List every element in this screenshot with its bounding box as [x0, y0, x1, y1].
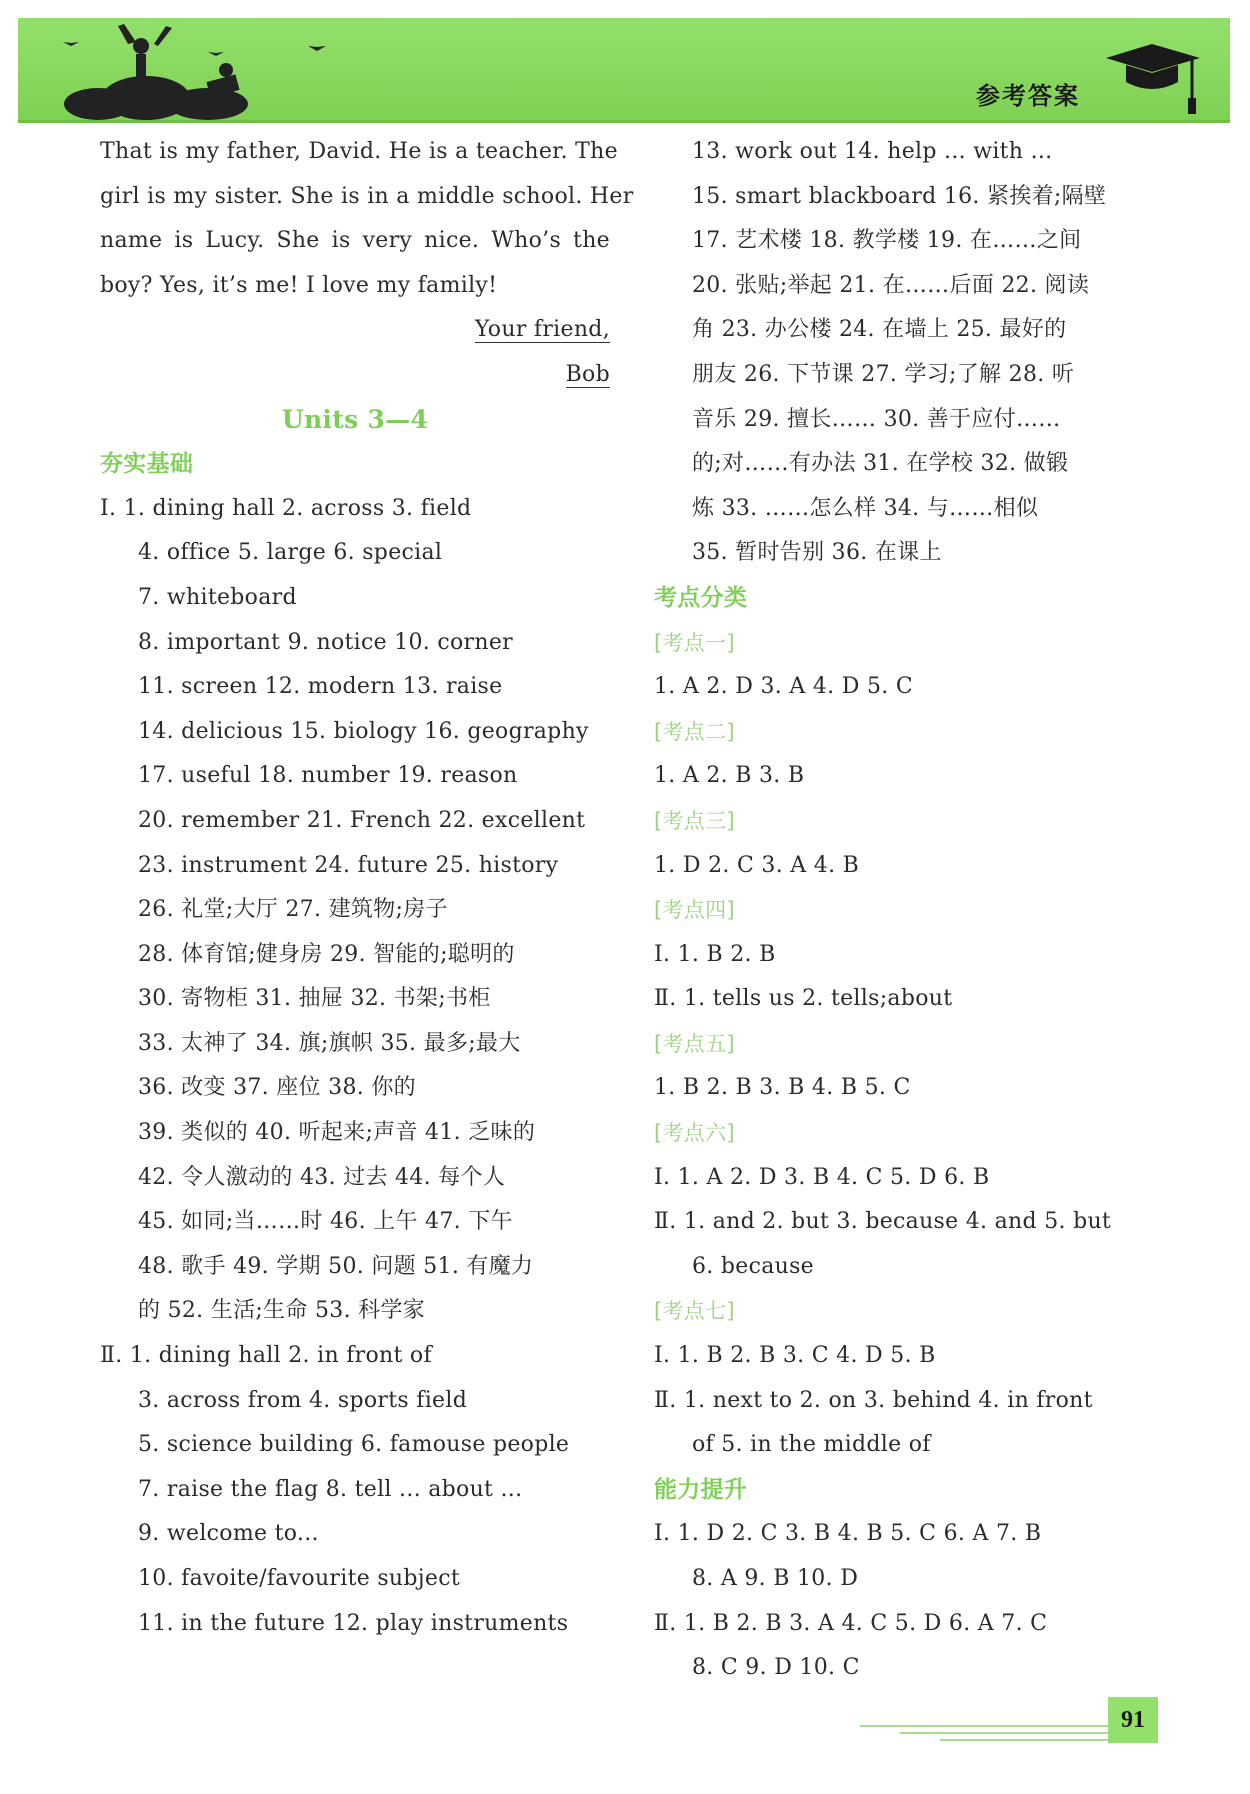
- answer-line: 5. science building 6. famouse people: [138, 1432, 570, 1458]
- answer-line: 28. 体育馆;健身房 29. 智能的;聪明的: [138, 941, 515, 967]
- answer-line: Ⅱ. 1. dining hall 2. in front of: [100, 1343, 432, 1369]
- graduates-silhouette-icon: [58, 24, 338, 120]
- answer-line: 1. B 2. B 3. B 4. B 5. C: [654, 1075, 911, 1101]
- kaodian-label: [考点一]: [654, 630, 735, 655]
- answer-line: Ⅱ. 1. and 2. but 3. because 4. and 5. but: [654, 1209, 1112, 1235]
- kaodian-label-text: 考点一: [662, 630, 727, 655]
- answer-line: 36. 改变 37. 座位 38. 你的: [138, 1075, 416, 1101]
- answer-line: 的 52. 生活;生命 53. 科学家: [138, 1298, 426, 1324]
- answer-line: Ⅰ. 1. dining hall 2. across 3. field: [100, 495, 472, 521]
- answer-line: 8. C 9. D 10. C: [692, 1655, 860, 1681]
- answer-line: 26. 礼堂;大厅 27. 建筑物;房子: [138, 897, 448, 923]
- answer-line: 39. 类似的 40. 听起来;声音 41. 乏味的: [138, 1120, 536, 1146]
- answer-line: 3. across from 4. sports field: [138, 1387, 468, 1413]
- kaodian-label: [考点四]: [654, 898, 735, 923]
- letter-line: name is Lucy. She is very nice. Who’s the: [100, 228, 610, 254]
- kaodian-label: [考点五]: [654, 1031, 735, 1056]
- kaodian-label-text: 考点二: [662, 719, 727, 744]
- answer-line: Ⅰ. 1. B 2. B 3. C 4. D 5. B: [654, 1343, 936, 1369]
- kaodian-label-text: 考点四: [662, 898, 727, 923]
- answer-line: 的;对……有办法 31. 在学校 32. 做锻: [692, 451, 1069, 477]
- answer-line: 42. 令人激动的 43. 过去 44. 每个人: [138, 1164, 506, 1190]
- answer-line: 6. because: [692, 1253, 815, 1279]
- answer-line: 13. work out 14. help ... with ...: [692, 139, 1053, 164]
- answer-line: 8. important 9. notice 10. corner: [138, 629, 513, 655]
- letter-signature-text: Bob: [565, 361, 610, 387]
- letter-line: boy? Yes, it’s me! I love my family!: [100, 272, 498, 298]
- answer-line: 9. welcome to...: [138, 1521, 319, 1547]
- answer-line: 20. remember 21. French 22. excellent: [138, 807, 586, 833]
- answer-line: 1. A 2. D 3. A 4. D 5. C: [654, 674, 913, 700]
- page-number: 91: [1108, 1697, 1158, 1743]
- kaodian-label: [考点二]: [654, 719, 735, 744]
- answer-line: of 5. in the middle of: [692, 1432, 931, 1458]
- answer-line: 音乐 29. 擅长…… 30. 善于应付……: [692, 406, 1061, 432]
- letter-line: That is my father, David. He is a teacher. The: [100, 139, 618, 164]
- answer-line: Ⅰ. 1. B 2. B: [654, 941, 776, 967]
- answer-line: 11. in the future 12. play instruments: [138, 1610, 569, 1636]
- answer-line: 14. delicious 15. biology 16. geography: [138, 718, 589, 744]
- answer-line: Ⅱ. 1. B 2. B 3. A 4. C 5. D 6. A 7. C: [654, 1610, 1048, 1636]
- letter-line: girl is my sister. She is in a middle school. Her: [100, 183, 634, 209]
- header-bar: [18, 18, 1230, 123]
- answer-line: 45. 如同;当……时 46. 上午 47. 下午: [138, 1209, 513, 1235]
- answer-line: 4. office 5. large 6. special: [138, 540, 443, 566]
- kaodian-label-text: 考点五: [662, 1031, 727, 1056]
- answer-line: 17. 艺术楼 18. 教学楼 19. 在……之间: [692, 228, 1082, 254]
- kaodian-label-text: 考点三: [662, 808, 727, 833]
- kaodian-label: [考点六]: [654, 1121, 735, 1146]
- section-heading-ability: 能力提升: [654, 1476, 748, 1503]
- letter-signature: [100, 353, 610, 398]
- answer-line: 48. 歌手 49. 学期 50. 问题 51. 有魔力: [138, 1253, 534, 1279]
- kaodian-label-text: 考点六: [662, 1121, 727, 1146]
- answer-line: 35. 暂时告别 36. 在课上: [692, 540, 942, 566]
- answer-line: 7. whiteboard: [138, 584, 297, 610]
- unit-title: Units 3—4: [281, 404, 429, 434]
- footer-decoration: [860, 1718, 1110, 1748]
- answer-line: 7. raise the flag 8. tell ... about ...: [138, 1476, 523, 1502]
- letter-closing-text: Your friend,: [474, 317, 610, 343]
- kaodian-label: [考点三]: [654, 808, 735, 833]
- answer-line: 角 23. 办公楼 24. 在墙上 25. 最好的: [692, 317, 1067, 343]
- answer-line: Ⅱ. 1. next to 2. on 3. behind 4. in front: [654, 1387, 1093, 1413]
- answer-line: 20. 张贴;举起 21. 在……后面 22. 阅读: [692, 272, 1090, 298]
- letter-closing: [100, 308, 610, 353]
- answer-line: 10. favoite/favourite subject: [138, 1566, 460, 1591]
- answer-line: 1. A 2. B 3. B: [654, 763, 805, 789]
- answer-line: Ⅰ. 1. D 2. C 3. B 4. B 5. C 6. A 7. B: [654, 1521, 1042, 1547]
- answer-line: 23. instrument 24. future 25. history: [138, 852, 559, 878]
- answer-line: 朋友 26. 下节课 27. 学习;了解 28. 听: [692, 361, 1075, 387]
- answer-key-title: 参考答案: [976, 82, 1080, 110]
- answer-line: 15. smart blackboard 16. 紧挨着;隔壁: [692, 183, 1107, 209]
- answer-line: 17. useful 18. number 19. reason: [138, 763, 518, 789]
- answer-line: Ⅱ. 1. tells us 2. tells;about: [654, 986, 953, 1012]
- left-column: [100, 130, 634, 1646]
- graduation-cap-icon: [1102, 38, 1202, 118]
- kaodian-label-text: 考点七: [662, 1299, 727, 1324]
- answer-line: 1. D 2. C 3. A 4. B: [654, 852, 860, 878]
- answer-line: 炼 33. ……怎么样 34. 与……相似: [692, 495, 1039, 521]
- answer-line: 11. screen 12. modern 13. raise: [138, 674, 503, 700]
- section-heading-basic: 夯实基础: [100, 451, 194, 478]
- answer-line: 30. 寄物柜 31. 抽屉 32. 书架;书柜: [138, 986, 491, 1012]
- kaodian-label: [考点七]: [654, 1299, 735, 1324]
- section-heading-topics: 考点分类: [654, 584, 748, 611]
- right-column: [654, 130, 1158, 1691]
- answer-line: Ⅰ. 1. A 2. D 3. B 4. C 5. D 6. B: [654, 1164, 990, 1190]
- answer-line: 33. 太神了 34. 旗;旗帜 35. 最多;最大: [138, 1030, 521, 1056]
- answer-line: 8. A 9. B 10. D: [692, 1566, 859, 1591]
